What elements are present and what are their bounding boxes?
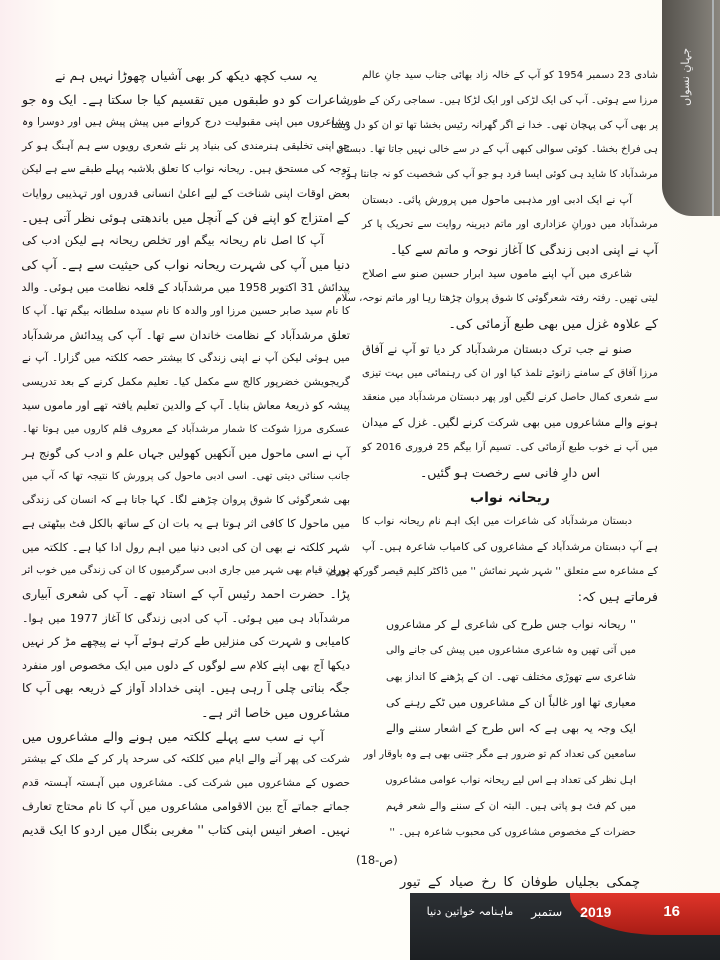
text-line: کامیابی و شہرت کی منزلیں طے کرتے ہوئے آپ نے پیچھے مڑ کر نہیں xyxy=(22,634,350,649)
text-line: ہے آپ دبستان مرشدآباد کے مشاعروں کی کامیاب شاعرہ ہیں۔ آپ xyxy=(362,541,658,554)
text-line: میں آتی تھیں وہ شاعری مشاعروں میں پیش کی جانے والی xyxy=(386,645,636,656)
text-line: پر بھی آپ کی پہچان تھی۔ خدا نے اگر گھرانہ رئیس بخشا تھا تو ان کو دل ویسا xyxy=(331,119,658,131)
page-number: 16 xyxy=(663,903,680,920)
text-line: جانب سنائی دیتی تھی۔ اسی ادبی ماحول کی پرورش کا نتیجہ تھا کہ آپ میں xyxy=(22,471,350,483)
section-heading: ریحانہ نواب xyxy=(470,489,550,506)
text-line: مرشدآباد میں دورانِ عزاداری اور ماتم دیرینہ روایت سے تحریک پا کر xyxy=(362,218,658,230)
magazine-name: ماہنامہ خواتین دنیا xyxy=(426,905,514,918)
text-line: جو اپنی تخلیقی ہنرمندی کی بنیاد پر نئے شعری رویوں سے ہم آہنگ ہو کر xyxy=(22,139,350,152)
text-line: مشاعروں میں خاصا اثر ہے۔ xyxy=(201,705,350,721)
issue-month: ستمبر xyxy=(531,904,563,919)
citation: (ص-18) xyxy=(356,853,398,867)
text-line: دنیا میں آپ کی شہرت ریحانہ نواب کی حیثیت سے ہے۔ آپ کی xyxy=(21,256,350,272)
text-line: کے علاوہ غزل میں بھی طبع آزمائی کی۔ xyxy=(448,315,658,331)
text-line: جگہ بناتی چلی آ رہی ہیں۔ اپنی خداداد آواز کے ذریعہ بھی آپ کا xyxy=(22,681,350,696)
text-line: یہ سب کچھ دیکھ کر بھی آشیاں چھوڑا نہیں ہم نے xyxy=(54,68,318,83)
text-line: بعض اوقات اپنی شناخت کے لیے اعلیٰ انسانی قدروں اور تہذیبی روایات xyxy=(22,186,350,200)
text-line: جماتے جماتے آج بین الاقوامی مشاعروں میں آپ کا نام محتاج تعارف xyxy=(22,799,350,814)
issue-year: 2019 xyxy=(580,903,612,920)
text-line: ہونے والے مشاعروں میں بھی شرکت کرنے لگیں۔ غزل کے میدان xyxy=(362,416,658,430)
text-line: آپ نے ایک ادبی اور مذہبی ماحول میں پرورش پائی۔ دبستان xyxy=(362,193,632,206)
text-line: '' ریحانہ نواب جس طرح کی شاعری لے کر مشاعروں xyxy=(386,618,636,631)
section-tab xyxy=(662,0,720,216)
section-label: جہانِ نسواں xyxy=(679,48,692,106)
text-line: مرشدآباد کا شاید ہی کوئی ایسا فرد ہو جو آپ کی شخصیت کو نہ جانتا ہو۔ xyxy=(340,169,658,181)
text-line: عسکری مرزا شوکت کا شمار مرشدآباد کے معروف قلم کاروں میں ہوتا تھا۔ xyxy=(22,423,350,435)
text-line: آپ نے سب سے پہلے کلکتہ میں ہونے والے مشاعروں میں xyxy=(22,728,324,744)
text-line: شادی 23 دسمبر 1954 کو آپ کے خالہ زاد بھائی جناب سید جانِ عالم xyxy=(362,70,658,81)
text-line: سے شعری کمال حاصل کرنے لگیں اور پھر دبستان مرشدآباد میں منعقد xyxy=(362,392,658,404)
text-line: شہر کلکتہ نے بھی ان کی ادبی دنیا میں اہم رول ادا کیا ہے۔ کلکتہ میں xyxy=(22,540,350,554)
text-line: اس دارِ فانی سے رخصت ہو گئیں۔ xyxy=(419,464,601,480)
text-line: فرماتے ہیں کہ: xyxy=(577,588,658,604)
text-line: اہل نظر کی تعداد ہے اس لیے ریحانہ نواب عوامی مشاعروں xyxy=(385,775,636,786)
text-line: دیکھا آج بھی اپنے کلام سے لوگوں کے دلوں میں ایک مخصوص اور منفرد xyxy=(22,658,350,672)
text-line: آپ نے اپنی ادبی زندگی کا آغاز نوحہ و ماتم سے کیا۔ xyxy=(390,241,658,257)
text-line: مرشدآباد ہی میں ہوئی۔ آپ کی ادبی زندگی کا آغاز 1977 میں ہوا۔ xyxy=(22,611,350,625)
text-line: شرکت کی پھر آنے والے ایام میں کلکتہ کی سرحد پار کر کے ملک کے بیشتر xyxy=(22,753,350,766)
text-line: ایک وجہ یہ بھی ہے کہ اس طرح کے اشعار سننے والے xyxy=(386,722,636,735)
text-line: پڑا۔ حضرت احمد رئیس آپ کے استاد تھے۔ آپ کی شعری آبیاری xyxy=(22,587,350,602)
text-line: لیتی تھیں۔ رفتہ رفتہ شعرگوئی کا شوق پروان چڑھتا رہا اور ماتم نوحہ، سلام xyxy=(335,293,658,305)
text-line: تعلق مرشدآباد کے نظامت خاندان سے تھا۔ آپ کی پیدائش مرشدآباد xyxy=(22,327,350,342)
right-column xyxy=(328,64,659,610)
text-line: شاعری میں آپ اپنے ماموں سید ابرار حسین صنو سے اصلاح xyxy=(362,268,632,281)
text-line: سامعین کی تعداد کم تو ضرور ہے مگر جتنی بھی ہے وہ باوقار اور xyxy=(363,749,636,760)
text-line: دورانِ قیام بھی شہر میں جاری ادبی سرگرمیوں کا ان کی زندگی میں خوب اثر xyxy=(22,565,350,577)
left-column xyxy=(22,64,350,843)
text-line: گریجویشن خضرپور کالج سے مکمل کیا۔ تعلیم مکمل کرنے کے بعد تدریسی xyxy=(22,375,350,388)
text-line: توجہ کی مستحق ہیں۔ ریحانہ نواب کا تعلق بلاشبہ پہلے طبقے سے ہے لیکن xyxy=(21,163,350,176)
text-line: پیشہ کو ذریعۂ معاش بنایا۔ آپ کے والدین تعلیم یافتہ تھے اور ماموں سید xyxy=(21,399,350,413)
text-line: میں کم فٹ ہو پاتی ہیں۔ البتہ ان کے سننے والے شعر فہم xyxy=(386,801,636,812)
text-line: بھی شعرگوئی کا شوق پروان چڑھنے لگا۔ کہا جاتا ہے کہ انسان کی زندگی xyxy=(22,493,350,506)
text-line: کے مشاعرہ سے متعلق '' شہر شہر نمائش '' میں ڈاکٹر کلیم قیصر گورکھ پوری xyxy=(328,565,658,577)
text-line: حضرات کے مخصوص مشاعروں کی محبوب شاعرہ ہیں۔ '' xyxy=(389,827,636,838)
verse-line: چمکی بجلیاں طوفان کا رخ صیاد کے تیور xyxy=(400,875,640,890)
text-line: دبستان مرشدآباد کی شاعرات میں ایک اہم نام ریحانہ نواب کا xyxy=(362,516,632,528)
text-line: کے امتزاج کو اپنے فن کے آنچل میں باندھتی ہوئی نظر آتی ہیں۔ xyxy=(21,209,350,225)
text-line: پیدائش 31 اکتوبر 1958 میں مرشدآباد کے قلعہ نظامت میں ہوئی۔ والد xyxy=(21,281,350,295)
text-line: شاعرات کو دو طبقوں میں تقسیم کیا جا سکتا ہے۔ ایک وہ جو xyxy=(22,91,350,107)
text-line: آپ کا اصل نام ریحانہ بیگم اور تخلص ریحانہ ہے لیکن ادب کی xyxy=(22,233,324,248)
text-line: میں ہوئی لیکن آپ نے اپنی زندگی کا بیشتر حصہ کلکتہ میں گزارا۔ آپ نے xyxy=(22,352,350,365)
text-line: شاعری سے تھوڑی مختلف تھی۔ ان کے پڑھنے کا انداز بھی xyxy=(386,671,636,683)
text-line: آپ نے اسی ماحول میں آنکھیں کھولیں جہاں علم و ادب کی گونج ہر xyxy=(22,445,350,460)
text-line: ہی فراخ بخشا۔ کوئی سوالی کبھی آپ کے در سے خالی نہیں جاتا تھا۔ دبستان xyxy=(336,144,658,156)
text-line: نہیں۔ اصغر انیس اپنی کتاب '' مغربی بنگال میں اردو کا ایک قدیم xyxy=(22,823,350,837)
text-line: مرزا سے ہوئی۔ آپ کی ایک لڑکی اور ایک لڑکا ہیں۔ سماجی رکن کے طور xyxy=(348,94,658,106)
footer-info xyxy=(427,903,680,920)
quote-block xyxy=(363,612,636,846)
text-line: حصوں کے مشاعروں میں شرکت کی۔ مشاعروں میں آہستہ آہستہ قدم xyxy=(22,776,350,789)
text-line: معیاری تھا اور غالباً ان کے مشاعروں میں ٹکے رہنے کی xyxy=(386,696,636,709)
footer-bar xyxy=(410,893,720,960)
text-line: مشاعروں میں اپنی مقبولیت درج کروانے میں پیش پیش ہیں اور دوسرا وہ xyxy=(22,116,350,129)
text-line: مرزا آفاق کے سامنے زانوئے تلمذ کیا اور ان کی رہنمائی میں بہت تیزی xyxy=(362,367,658,379)
text-line: کا نام سید صابر حسین مرزا اور والدہ کا نام سیدہ سلطانہ بیگم تھا۔ آپ کا xyxy=(22,304,350,317)
text-line: میں ماحول کا کافی اثر ہوتا ہے یہ بات ان کے ساتھ بالکل فٹ بیٹھتی ہے xyxy=(22,517,350,531)
text-line: میں آپ نے خوب طبع آزمائی کی۔ تسیم آرا بیگم 25 فروری 2016 کو xyxy=(362,441,659,453)
text-line: صنو نے جب ترک دبستان مرشدآباد کر دیا تو آپ نے آفاق xyxy=(362,341,632,356)
